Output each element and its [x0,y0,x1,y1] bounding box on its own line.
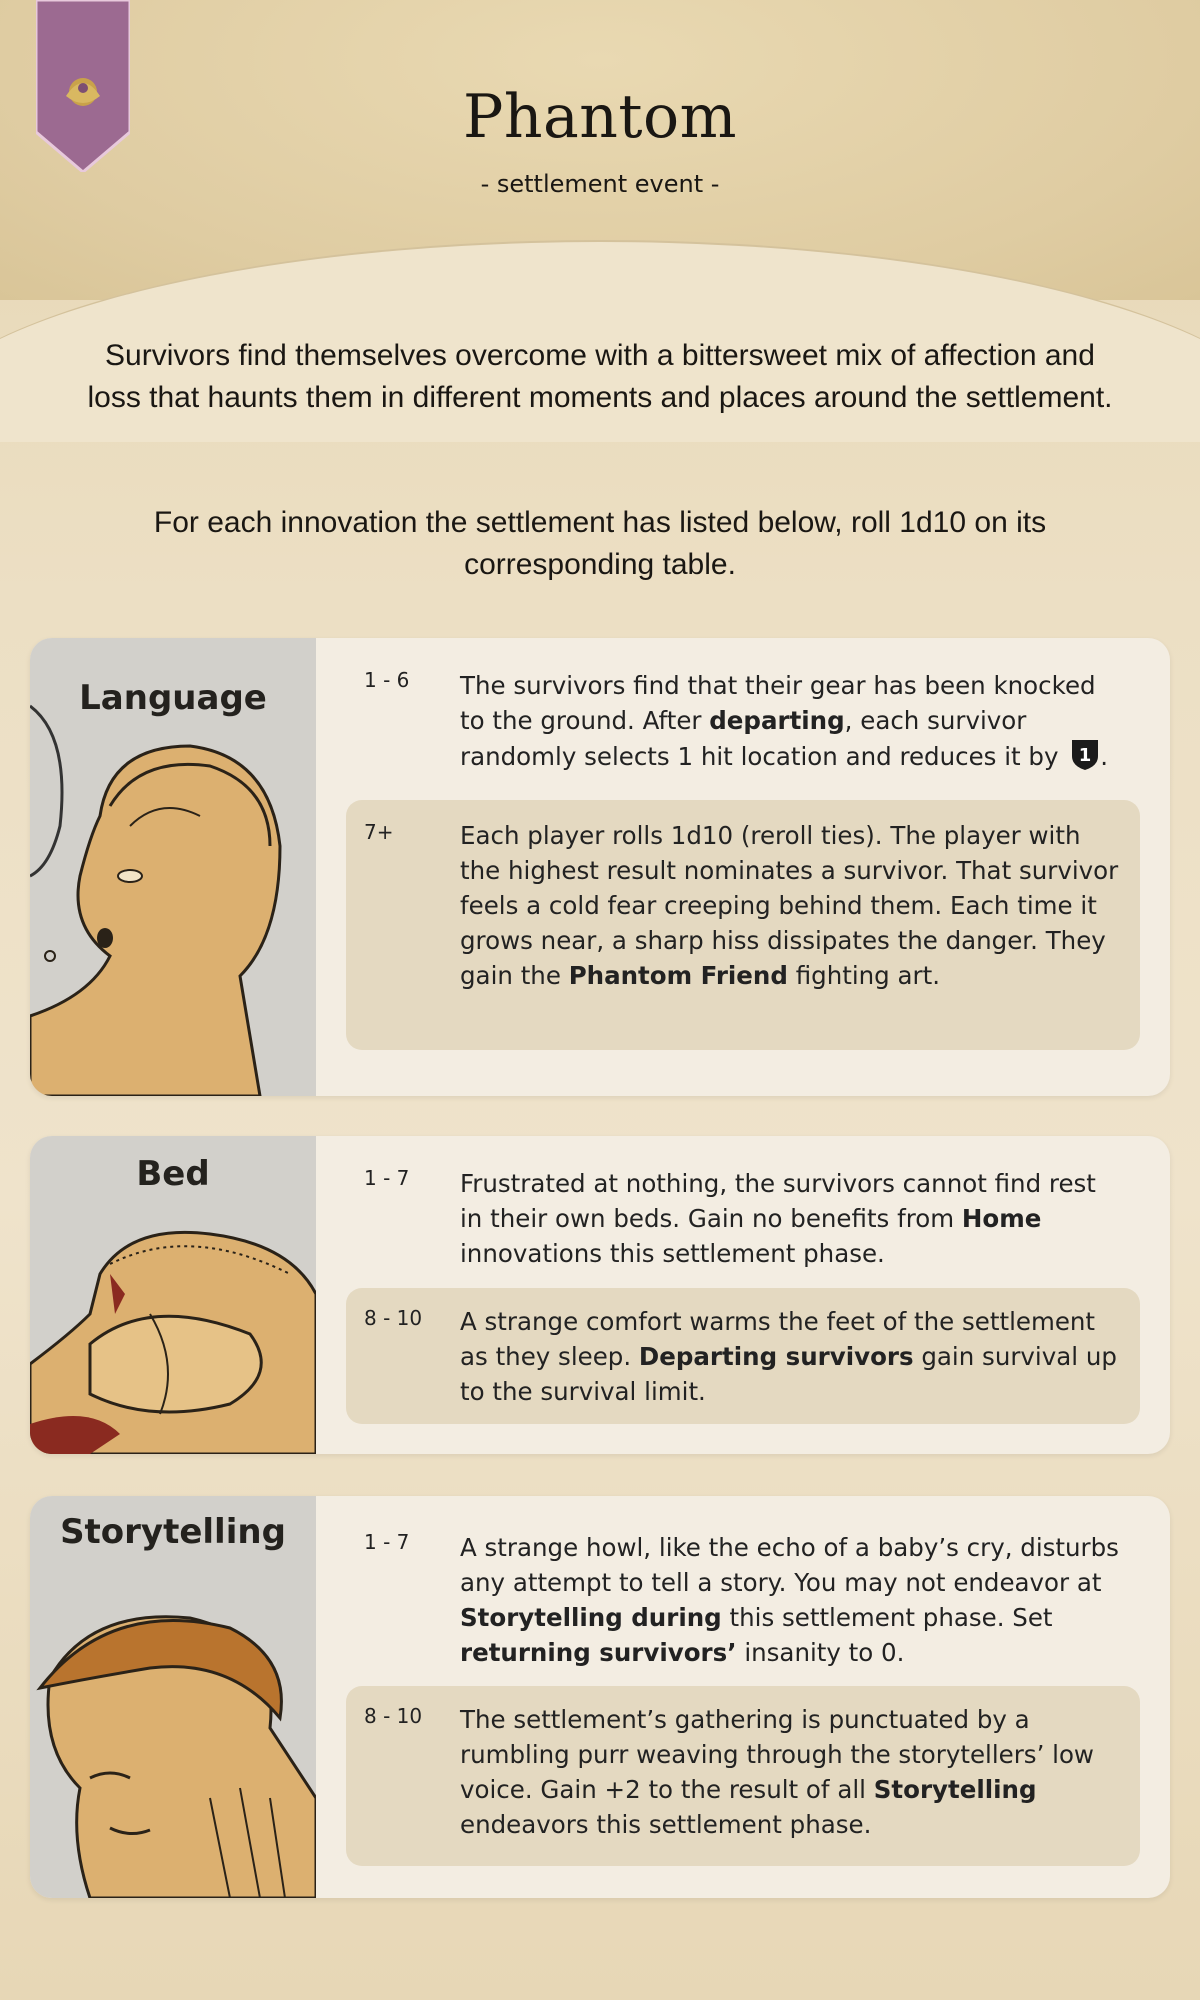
section-storytelling [30,1496,1170,1898]
roll-row-bed-2 [346,1288,1140,1424]
roll-row-language-1 [346,668,1140,788]
roll-range: 8 - 10 [364,1306,423,1330]
storytelling-illustration [30,1598,316,1898]
roll-range: 8 - 10 [364,1704,423,1728]
roll-row-storytelling-1 [346,1530,1140,1680]
roll-row-storytelling-2 [346,1686,1140,1866]
portrait-language [30,638,316,1096]
section-bed [30,1136,1170,1454]
roll-range: 1 - 6 [364,668,410,692]
roll-row-language-2 [346,800,1140,1050]
roll-result-text: A strange comfort warms the feet of the settlement as they sleep. Departing survivors gain survival up to the survival limit. [460,1307,1117,1406]
section-language [30,638,1170,1096]
intro-paragraph: Survivors find themselves overcome with a bittersweet mix of affection and loss that haunts them in different moments and places around the settlement. [87,339,1113,414]
roll-result-text: The settlement’s gathering is punctuated by a rumbling purr weaving through the storytellers’ low voice. Gain +2 to the result of all Storytelling endeavors this settlement phase. [460,1705,1094,1839]
section-title-bed: Bed [136,1154,210,1194]
bed-illustration [30,1204,316,1454]
svg-text:1: 1 [1079,745,1092,766]
event-title: Phantom [462,82,738,152]
armor-shield-icon [1070,738,1100,771]
roll-result-text: The survivors find that their gear has been knocked to the ground. After departing, each survivor randomly selects 1 hit location and reduces it by 1 . [460,671,1109,771]
portrait-bed [30,1136,316,1454]
instruction-paragraph: For each innovation the settlement has listed below, roll 1d10 on its corresponding table. [153,506,1047,581]
section-title-language: Language [79,678,267,718]
language-illustration [30,676,316,1096]
roll-result-text: A strange howl, like the echo of a baby’s cry, disturbs any attempt to tell a story. You may not endeavor at Storytelling during this settlement phase. Set returning survivors’ insanity to 0. [460,1533,1119,1667]
roll-result-text: Each player rolls 1d10 (reroll ties). The player with the highest result nominates a survivor. That survivor feels a cold fear creeping behind them. Each time it grows near, a sharp hiss dissipates the danger. They gain the Phantom Friend fighting art. [460,821,1119,990]
roll-range: 1 - 7 [364,1166,410,1190]
roll-result-text: Frustrated at nothing, the survivors cannot find rest in their own beds. Gain no benefits from Home innovations this settlement phase. [460,1169,1096,1268]
section-title-storytelling: Storytelling [60,1512,286,1552]
roll-range: 7+ [364,820,394,844]
roll-range: 1 - 7 [364,1530,410,1554]
roll-row-bed-1 [346,1166,1140,1276]
portrait-storytelling [30,1496,316,1898]
event-subtitle: - settlement event - [480,170,720,198]
